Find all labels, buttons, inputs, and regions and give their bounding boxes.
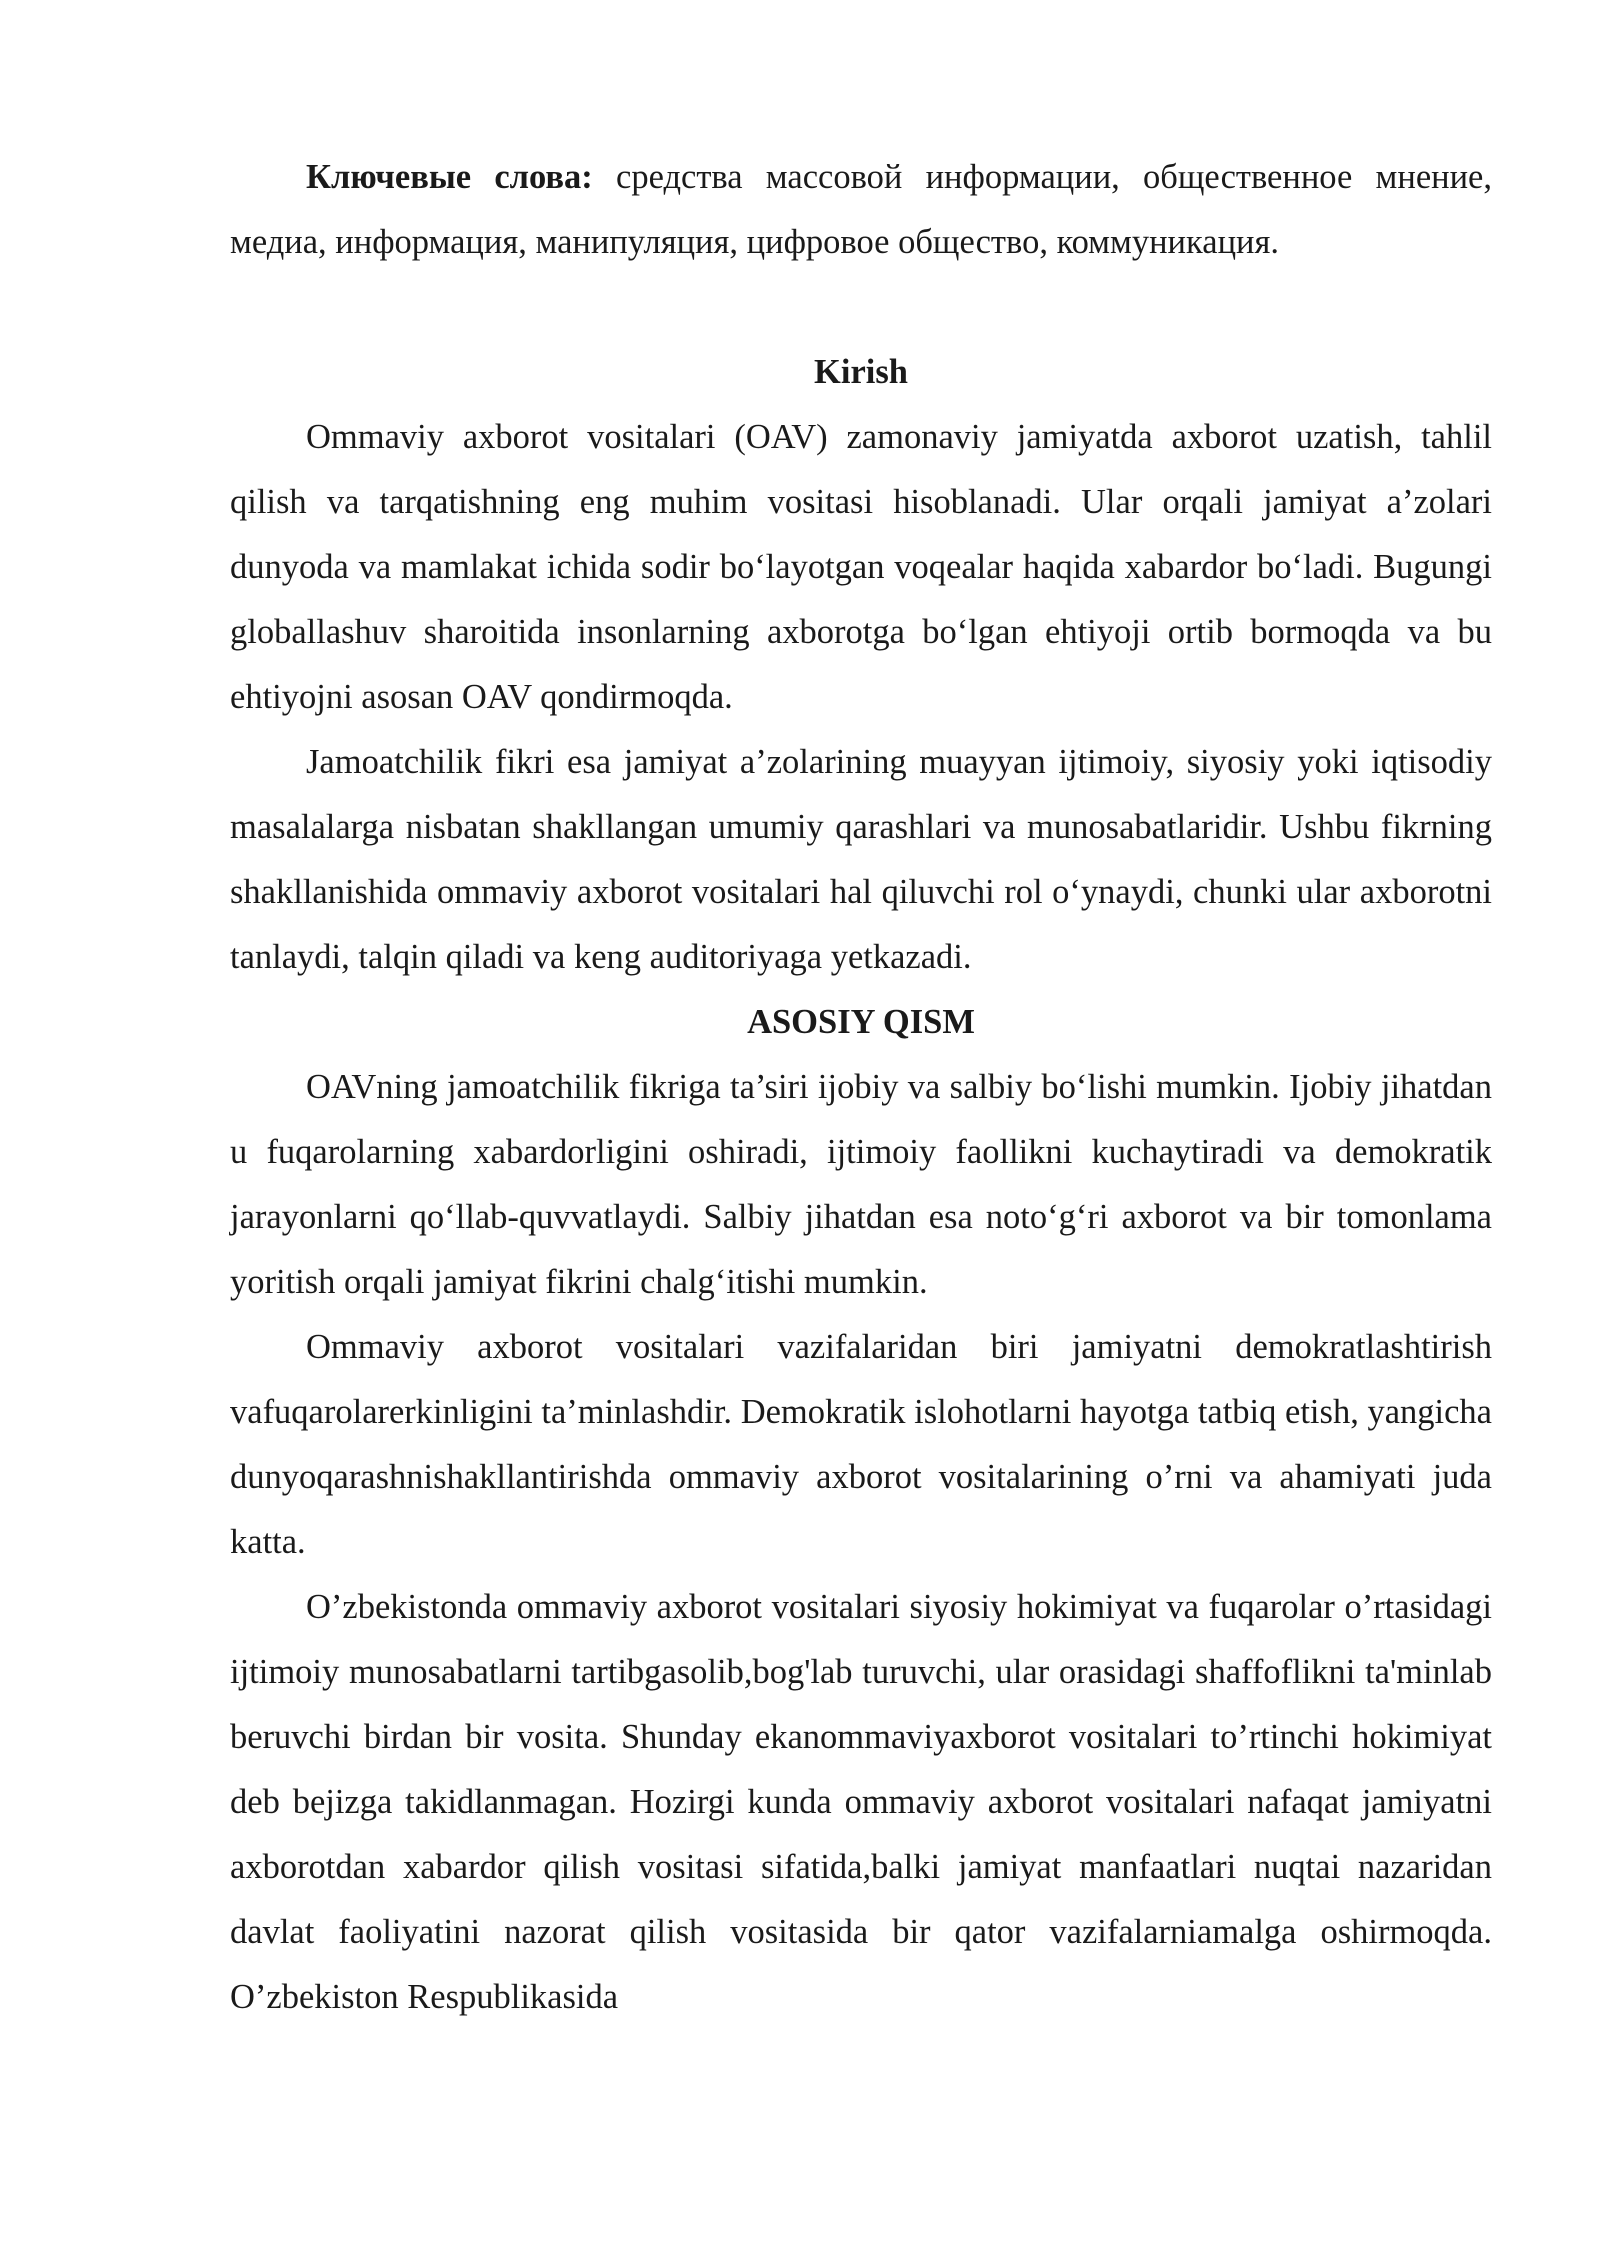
keywords-label: Ключевые слова: [306,158,593,196]
intro-paragraph-2: Jamoatchilik fikri esa jamiyat a’zolarining muayyan ijtimoiy, siyosiy yoki iqtisodiy masalalarga nisbatan shakllangan umumiy qarashlari va munosabatlaridir. Ushbu fikrning shakllanishida ommaviy axborot vositalari hal qiluvchi rol o‘ynaydi, chunki ular axborotni tanlaydi, talqin qiladi va keng auditoriyaga yetkazadi. [230,743,1492,976]
section-heading-intro: Kirish [814,353,908,391]
section-heading-main: ASOSIY QISM [747,1003,975,1041]
main-paragraph-1: OAVning jamoatchilik fikriga ta’siri ijobiy va salbiy bo‘lishi mumkin. Ijobiy jihatdan u fuqarolarning xabardorligini oshiradi, ijtimoiy faollikni kuchaytiradi va demokratik jarayonlarni qo‘llab-quvvatlaydi. Salbiy jihatdan esa noto‘g‘ri axborot va bir tomonlama yoritish orqali jamiyat fikrini chalg‘itishi mumkin. [230,1068,1492,1301]
main-paragraph-3: O’zbekistonda ommaviy axborot vositalari siyosiy hokimiyat va fuqarolar o’rtasidagi ijtimoiy munosabatlarni tartibgasolib,bog'lab turuvchi, ular orasidagi shaffoflikni ta'minlab beruvchi birdan bir vosita. Shunday ekanommaviyaxborot vositalari to’rtinchi hokimiyat deb bejizga takidlanmagan. Hozirgi kunda ommaviy axborot vositalari nafaqat jamiyatni axborotdan xabardor qilish vositasi sifatida,balki jamiyat manfaatlari nuqtai nazaridan davlat faoliyatini nazorat qilish vositasida bir qator vazifalarniamalga oshirmoqda. O’zbekiston Respublikasida [230,1588,1492,2016]
keywords-paragraph [230,145,1492,275]
document-body [230,145,1492,2030]
keywords-text: средства массовой информации, общественное мнение, медиа, информация, манипуляция, цифровое общество, коммуникация. [230,158,1492,261]
main-paragraph-2: Ommaviy axborot vositalari vazifalaridan biri jamiyatni demokratlashtirish vafuqarolarerkinligini ta’minlashdir. Demokratik islohotlarni hayotga tatbiq etish, yangicha dunyoqarashnishakllantirishda ommaviy axborot vositalarining o’rni va ahamiyati juda katta. [230,1328,1492,1561]
intro-paragraph-1: Ommaviy axborot vositalari (OAV) zamonaviy jamiyatda axborot uzatish, tahlil qilish va tarqatishning eng muhim vositasi hisoblanadi. Ular orqali jamiyat a’zolari dunyoda va mamlakat ichida sodir bo‘layotgan voqealar haqida xabardor bo‘ladi. Bugungi globallashuv sharoitida insonlarning axborotga bo‘lgan ehtiyoji ortib bormoqda va bu ehtiyojni asosan OAV qondirmoqda. [230,418,1492,716]
